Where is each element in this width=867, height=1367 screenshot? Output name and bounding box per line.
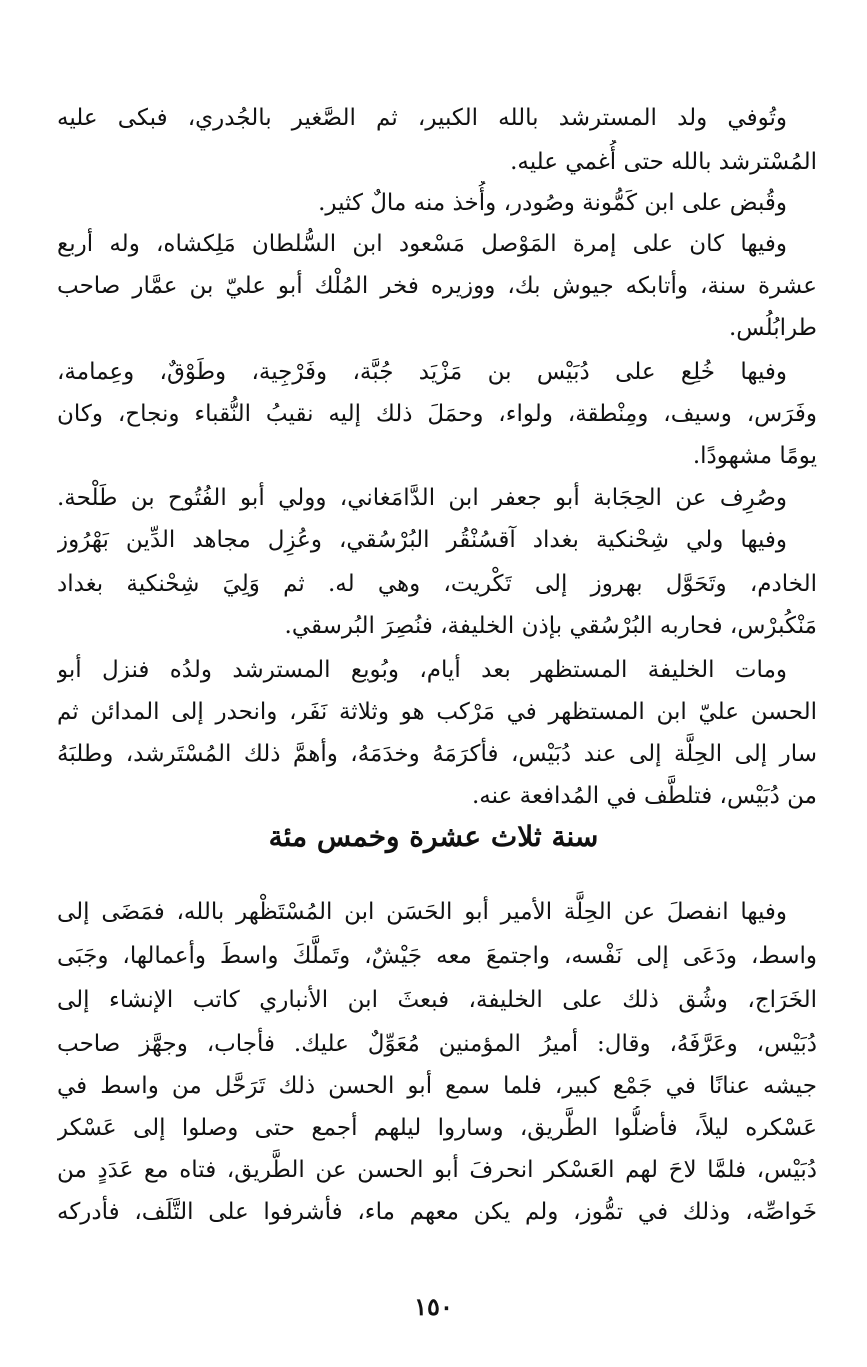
text-line: وفيها ولي شِحْنكية بغداد آقسُنْقُر البُرْسُقي، وعُزِل مجاهد الدِّين بَهْرُوز — [57, 527, 787, 553]
section-heading: سنة ثلاث عشرة وخمس مئة — [268, 820, 599, 853]
text-line: واسط، ودَعَى إلى نَفْسه، واجتمعَ معه جَيْشٌ، وتَملَّكَ واسطَ وأعمالها، وجَبَى — [57, 943, 817, 969]
page-number: ١٥٠ — [414, 1292, 453, 1321]
text-line: طرابُلُس. — [728, 315, 817, 341]
text-line: وفيها كان على إمرة المَوْصل مَسْعود ابن السُّلطان مَلِكشاه، وله أربع — [57, 231, 787, 257]
text-line: وفَرَس، وسيف، ومِنْطقة، ولواء، وحمَلَ ذلك إليه نقيبُ النُّقباء ونجاح، وكان — [57, 401, 817, 427]
text-line: الخَرَاج، وشُق ذلك على الخليفة، فبعثَ ابن الأنباري كاتب الإنشاء إلى — [57, 987, 817, 1013]
text-line: ومات الخليفة المستظهر بعد أيام، وبُويع المسترشد ولدُه فنزل أبو — [57, 657, 787, 683]
text-line: عَسْكره ليلاً، فأضلُّوا الطَّريق، وساروا ليلهم أجمع حتى وصلوا إلى عَسْكر — [57, 1115, 817, 1141]
text-line: يومًا مشهودًا. — [692, 443, 817, 469]
text-line: من دُبَيْس، فتلطَّف في المُدافعة عنه. — [472, 783, 817, 809]
text-line: الحسن عليّ ابن المستظهر في مَرْكب هو وثلاثة نَفَر، وانحدر إلى المدائن ثم — [57, 699, 817, 725]
text-line: دُبَيْس، فلمَّا لاحَ لهم العَسْكر انحرفَ أبو الحسن عن الطَّريق، فتاه مع عَدَدٍ من — [57, 1157, 817, 1183]
text-line: سار إلى الحِلَّة إلى عند دُبَيْس، فأكرَمَهُ وخدَمَهُ، وأهمَّ ذلك المُسْتَرشد، وطلبَهُ — [57, 741, 817, 767]
text-line: وقُبض على ابن كَمُّونة وصُودر، وأُخذ منه مالٌ كثير. — [318, 190, 787, 216]
text-line: وفيها خُلِع على دُبَيْس بن مَزْيَد جُبَّة، وفَرْجِية، وطَوْقٌ، وعِمامة، — [57, 359, 787, 385]
text-line: خَواصِّه، وذلك في تمُّوز، ولم يكن معهم ماء، فأشرفوا على التَّلَف، فأدركه — [57, 1199, 817, 1225]
text-line: وتُوفي ولد المسترشد بالله الكبير، ثم الصَّغير بالجُدري، فبكى عليه — [57, 105, 787, 131]
text-line: جيشه عنانًا في جَمْع كبير، فلما سمع أبو الحسن ذلك تَرَحَّل من واسط في — [57, 1073, 817, 1099]
text-line: وصُرِف عن الحِجَابة أبو جعفر ابن الدَّامَغاني، وولي أبو الفُتُوح بن طَلْحة. — [57, 485, 787, 511]
text-line: وفيها انفصلَ عن الحِلَّة الأمير أبو الحَسَن ابن المُسْتَظْهر بالله، فمَضَى إلى — [57, 899, 787, 925]
text-line: الخادم، وتَحَوَّل بهروز إلى تَكْريت، وهي له. ثم وَلِيَ شِحْنكية بغداد — [57, 571, 817, 597]
text-line: عشرة سنة، وأتابكه جيوش بك، ووزيره فخر المُلْك أبو عليّ بن عمَّار صاحب — [57, 273, 817, 299]
text-line: دُبَيْس، وعَرَّفَهُ، وقال: أميرُ المؤمنين مُعَوِّلٌ عليك. فأجاب، وجهَّز صاحب — [57, 1031, 817, 1057]
text-line: المُسْترشد بالله حتى أُغمي عليه. — [510, 149, 817, 175]
text-line: مَنْكُبرْس، فحاربه البُرْسُقي بإذن الخليفة، فنُصِرَ البُرسقي. — [284, 613, 817, 639]
